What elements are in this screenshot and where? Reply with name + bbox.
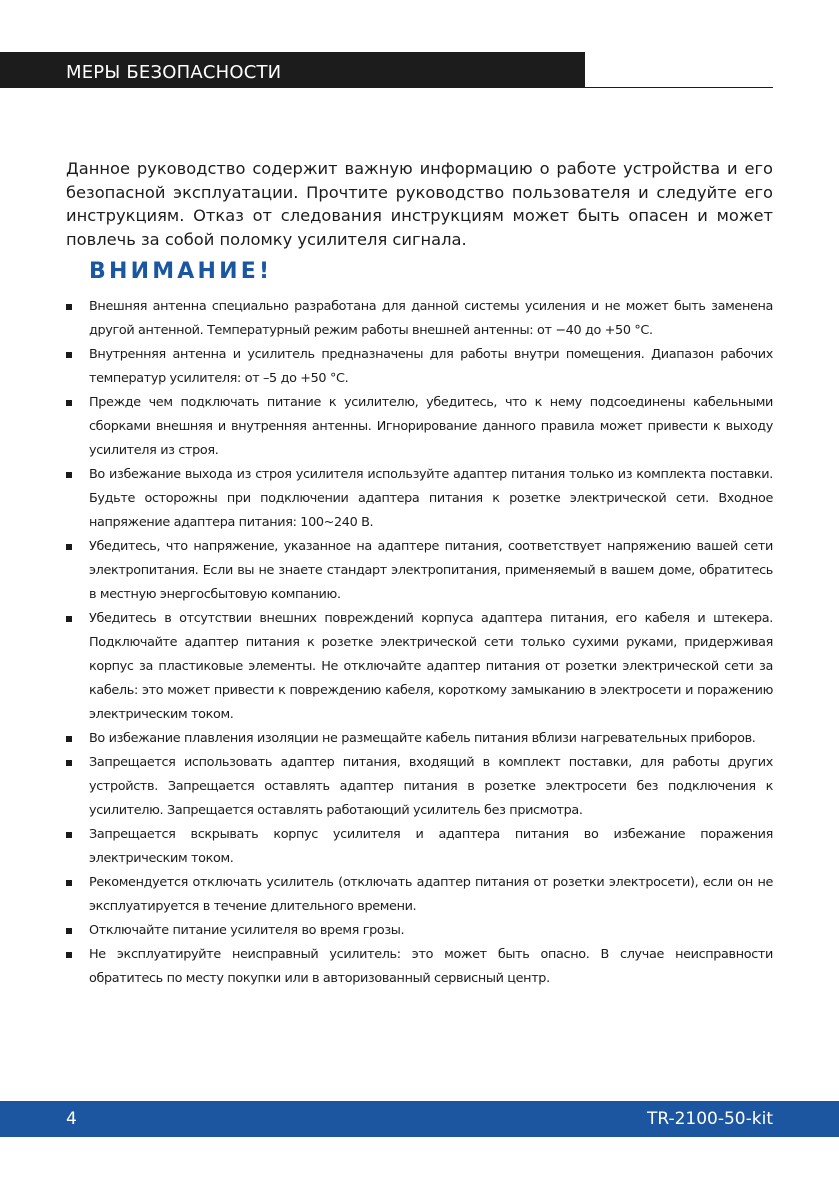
- warning-item: [66, 343, 773, 391]
- bullet-square-icon: [66, 544, 72, 550]
- page-title: МЕРЫ БЕЗОПАСНОСТИ: [66, 62, 282, 83]
- warning-item-text: Рекомендуется отключать усилитель (отключать адаптер питания от розетки электросети), если он не эксплуатируется в течение длительного времени.: [89, 875, 773, 914]
- warning-item-text: Убедитесь в отсутствии внешних повреждений корпуса адаптера питания, его кабеля и штекера. Подключайте адаптер питания к розетке электрической сети только сухими руками, придерживая корпус за пластиковые элементы. Не отключайте адаптер питания от розетки электрической сети за кабель: это может привести к повреждению кабеля, короткому замыканию в электросети и поражению электрическим током.: [89, 611, 773, 722]
- bullet-square-icon: [66, 952, 72, 958]
- warning-item-text: Во избежание плавления изоляции не размещайте кабель питания вблизи нагревательных приборов.: [89, 731, 756, 746]
- warning-item-text: Запрещается вскрывать корпус усилителя и адаптера питания во избежание поражения электрическим током.: [89, 827, 773, 866]
- warning-item: [66, 295, 773, 343]
- warning-item: [66, 871, 773, 919]
- warning-item: [66, 607, 773, 727]
- warning-item-text: Во избежание выхода из строя усилителя используйте адаптер питания только из комплекта поставки. Будьте осторожны при подключении адаптера питания к розетке электрической сети. Входное напряжение адаптера питания: 100~240 В.: [89, 467, 773, 530]
- warning-item-text: Внутренняя антенна и усилитель предназначены для работы внутри помещения. Диапазон рабочих температур усилителя: от –5 до +50 °С.: [89, 347, 773, 386]
- bullet-square-icon: [66, 472, 72, 478]
- warning-item: [66, 943, 773, 991]
- bullet-square-icon: [66, 832, 72, 838]
- warning-heading: ВНИМАНИЕ!: [89, 259, 273, 284]
- bullet-square-icon: [66, 880, 72, 886]
- warning-item-text: Внешняя антенна специально разработана для данной системы усиления и не может быть заменена другой антенной. Температурный режим работы внешней антенны: от −40 до +50 °С.: [89, 299, 773, 338]
- bullet-square-icon: [66, 400, 72, 406]
- warning-item-text: Запрещается использовать адаптер питания, входящий в комплект поставки, для работы других устройств. Запрещается оставлять адаптер питания в розетке электросети без подключения к усилителю. Запрещается оставлять работающий усилитель без присмотра.: [89, 755, 773, 818]
- bullet-square-icon: [66, 928, 72, 934]
- model-name: TR-2100-50-kit: [646, 1109, 773, 1129]
- warning-list: [66, 295, 773, 991]
- warning-item-text: Отключайте питание усилителя во время грозы.: [89, 923, 405, 938]
- warning-item-text: Прежде чем подключать питание к усилителю, убедитесь, что к нему подсоединены кабельными сборками внешняя и внутренняя антенны. Игнорирование данного правила может привести к выходу усилителя из строя.: [89, 395, 773, 458]
- intro-paragraph: Данное руководство содержит важную информацию о работе устройства и его безопасной эксплуатации. Прочтите руководство пользователя и следуйте его инструкциям. Отказ от следования инструкциям может быть опасен и может повлечь за собой поломку усилителя сигнала.: [66, 159, 773, 249]
- warning-item: [66, 535, 773, 607]
- warning-item: [66, 463, 773, 535]
- bullet-square-icon: [66, 304, 72, 310]
- page-number: 4: [66, 1109, 77, 1129]
- warning-item: [66, 727, 773, 751]
- header-rule: [585, 87, 773, 88]
- warning-item: [66, 823, 773, 871]
- warning-item-text: Убедитесь, что напряжение, указанное на адаптере питания, соответствует напряжению вашей сети электропитания. Если вы не знаете стандарт электропитания, применяемый в вашем доме, обратитесь в местную энергосбытовую компанию.: [89, 539, 773, 602]
- warning-item: [66, 391, 773, 463]
- warning-item: [66, 751, 773, 823]
- warning-item: [66, 919, 773, 943]
- bullet-square-icon: [66, 616, 72, 622]
- bullet-square-icon: [66, 736, 72, 742]
- bullet-square-icon: [66, 352, 72, 358]
- bullet-square-icon: [66, 760, 72, 766]
- warning-item-text: Не эксплуатируйте неисправный усилитель: это может быть опасно. В случае неисправности обратитесь по месту покупки или в авторизованный сервисный центр.: [89, 947, 773, 986]
